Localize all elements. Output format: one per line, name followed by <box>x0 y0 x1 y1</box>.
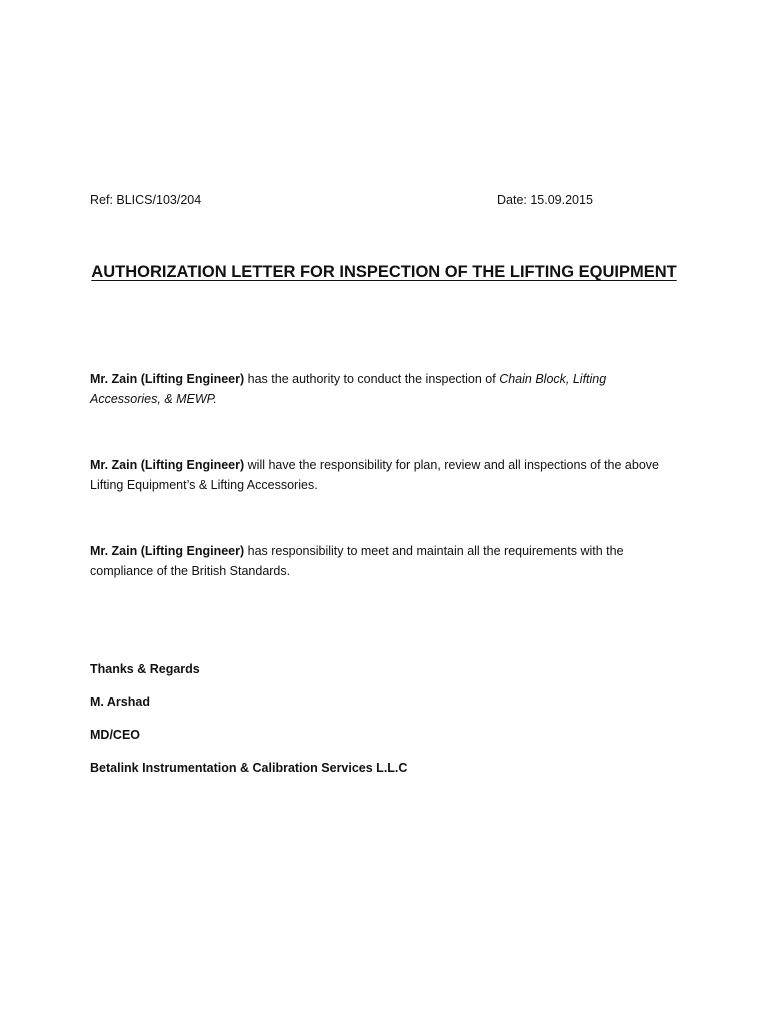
letter-title: AUTHORIZATION LETTER FOR INSPECTION OF THE LIFTING EQUIPMENT <box>91 263 677 281</box>
paragraph-compliance <box>90 541 670 581</box>
signatory-position: MD/CEO <box>90 728 140 742</box>
equipment-list: Chain Block, Lifting Accessories, & MEWP <box>90 372 607 406</box>
company-name: Betalink Instrumentation & Calibration Services L.L.C <box>90 761 408 775</box>
letter-date: Date: 15.09.2015 <box>497 193 593 207</box>
paragraph-text: will have the responsibility for plan, review and all inspections of the above Lifting Equipment’s & Lifting Accessories. <box>90 458 659 492</box>
paragraph-text: has the authority to conduct the inspection of <box>244 372 500 386</box>
signatory-name: M. Arshad <box>90 695 150 709</box>
paragraph-text: has responsibility to meet and maintain all the requirements with the compliance of the British Standards. <box>90 544 624 578</box>
paragraph-subject: Mr. Zain (Lifting Engineer) <box>90 544 245 558</box>
paragraph-subject: Mr. Zain (Lifting Engineer) <box>90 372 245 386</box>
paragraph-subject: Mr. Zain (Lifting Engineer) <box>90 458 245 472</box>
paragraph-responsibility <box>90 455 670 495</box>
reference-number: Ref: BLICS/103/204 <box>90 193 202 207</box>
paragraph-authority <box>90 369 670 409</box>
paragraph-end: . <box>213 392 217 406</box>
closing-regards: Thanks & Regards <box>90 662 200 676</box>
